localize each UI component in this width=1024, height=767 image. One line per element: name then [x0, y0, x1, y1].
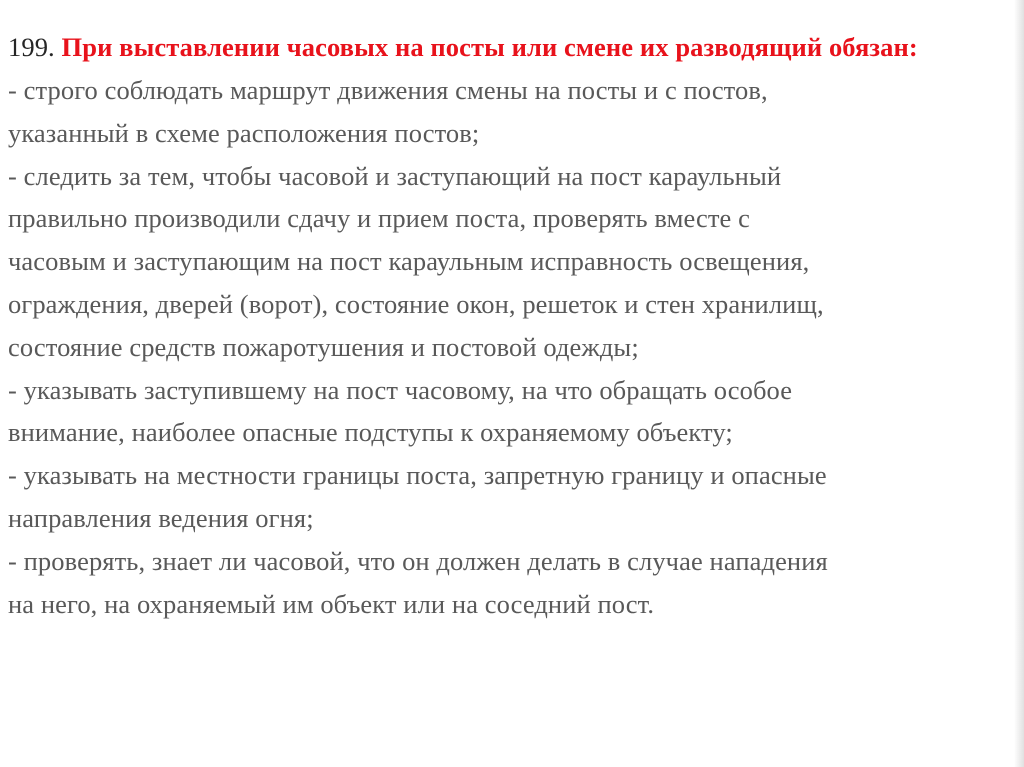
text-line: направления ведения огня;: [8, 502, 314, 533]
text-line: на него, на охраняемый им объект или на соседний пост.: [8, 588, 655, 619]
text-line: часовым и заступающим на пост караульным исправность освещения,: [8, 246, 810, 277]
text-line: правильно производили сдачу и прием поста, проверять вместе с: [8, 203, 750, 234]
text-line: - строго соблюдать маршрут движения смены на посты и с постов,: [8, 75, 768, 105]
text-line: состояние средств пожаротушения и постовой одежды;: [8, 331, 639, 362]
slide-edge-shadow: [1014, 0, 1024, 767]
article-number: 199.: [8, 32, 55, 62]
article-title: При выставлении часовых на посты или смене их разводящий обязан:: [61, 32, 918, 62]
text-line: внимание, наиболее опасные подступы к охраняемому объекту;: [8, 417, 733, 448]
text-line: - указывать заступившему на пост часовому, на что обращать особое: [8, 374, 793, 405]
text-line: - следить за тем, чтобы часовой и заступающий на пост караульный: [8, 160, 782, 191]
slide-content: [8, 32, 1008, 625]
article-heading: [8, 32, 1008, 63]
text-line: ограждения, дверей (ворот), состояние окон, решеток и стен хранилищ,: [8, 288, 824, 319]
text-line: - указывать на местности границы поста, запретную границу и опасные: [8, 460, 827, 491]
text-line: - проверять, знает ли часовой, что он должен делать в случае нападения: [8, 545, 828, 576]
text-line: указанный в схеме расположения постов;: [8, 117, 480, 148]
